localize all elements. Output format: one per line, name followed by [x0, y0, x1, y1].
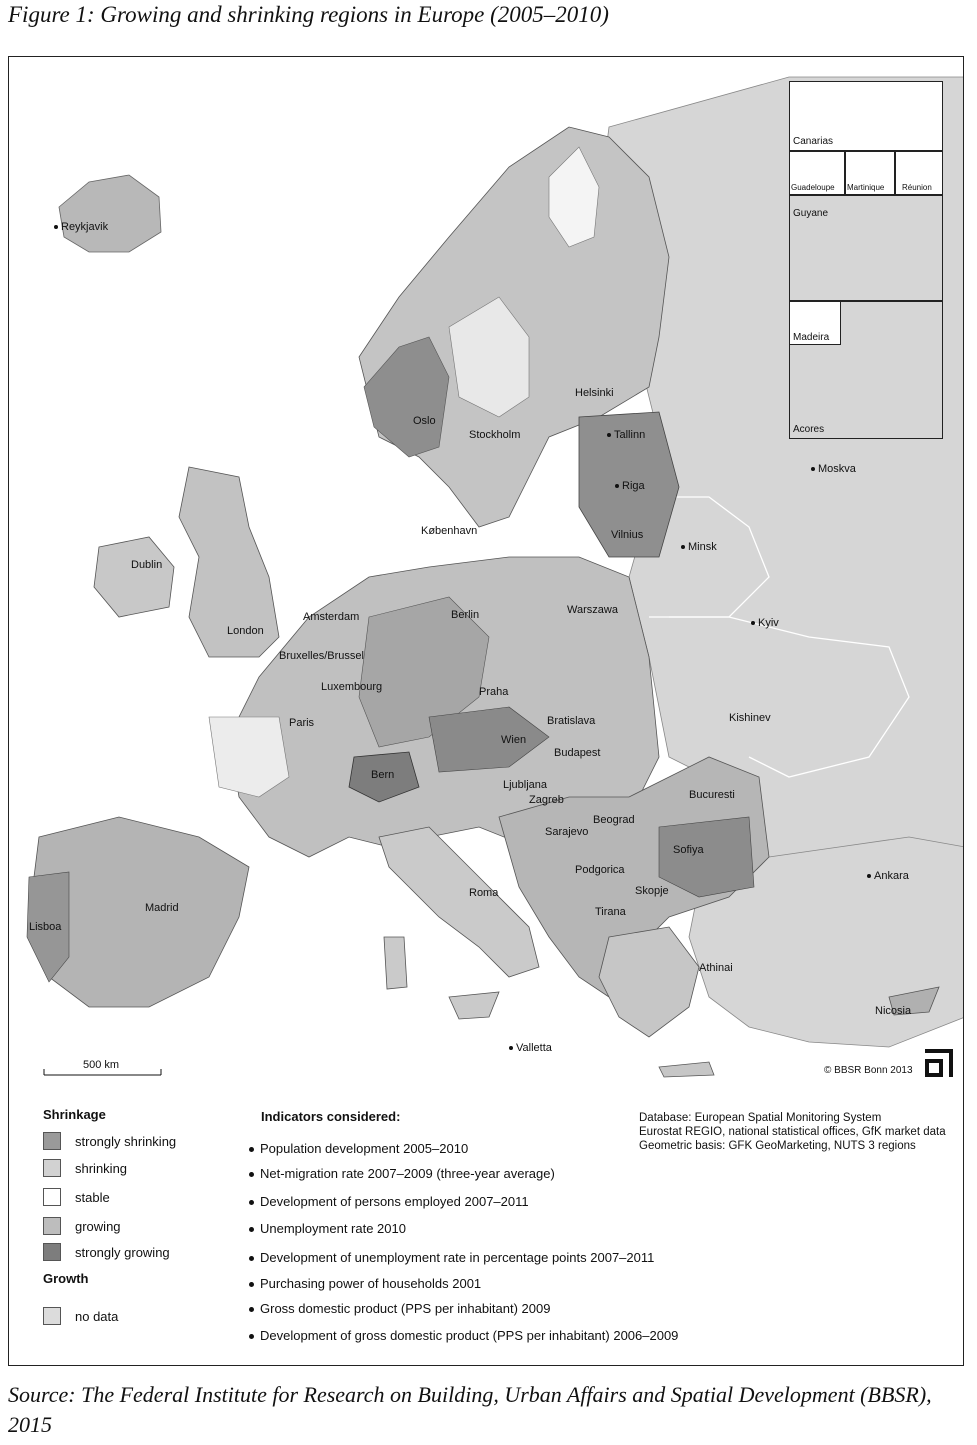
- city-dot: [751, 621, 755, 625]
- city-stockholm: [469, 429, 520, 441]
- legend-swatch: [43, 1243, 61, 1261]
- city-dublin: [131, 559, 162, 571]
- legend-label: shrinking: [75, 1160, 128, 1176]
- city-podgorica: [575, 864, 625, 876]
- city-label: Kishinev: [729, 712, 771, 724]
- indicator-item: [249, 1194, 529, 1209]
- map-frame: [8, 56, 964, 1366]
- city-label: Berlin: [451, 609, 480, 621]
- sardinia: [384, 937, 407, 989]
- indicator-label: Development of unemployment rate in percentage points 2007–2011: [260, 1250, 655, 1265]
- bullet: [249, 1172, 254, 1177]
- city-berlin: [451, 609, 479, 621]
- city-moskva: [811, 463, 856, 475]
- legend-swatch: [43, 1217, 61, 1235]
- legend-label: strongly growing: [75, 1244, 170, 1260]
- city-kyiv: [751, 617, 779, 629]
- copyright: © BBSR Bonn 2013: [824, 1065, 913, 1076]
- city-bratislava: [547, 715, 595, 727]
- bullet: [249, 1282, 254, 1287]
- legend-item-growing: [43, 1217, 121, 1235]
- legend-swatch: [43, 1159, 61, 1177]
- city-tallinn: [607, 429, 645, 441]
- inset-guyane: [789, 195, 943, 301]
- bullet: [249, 1200, 254, 1205]
- bullet: [249, 1227, 254, 1232]
- city-paris: [289, 717, 314, 729]
- city-label: Tallinn: [614, 429, 646, 441]
- indicator-label: Development of persons employed 2007–2011: [260, 1194, 529, 1209]
- bullet: [249, 1307, 254, 1312]
- legend-label: strongly shrinking: [75, 1133, 177, 1149]
- city-label: Ljubljana: [503, 779, 548, 791]
- city-label: Zagreb: [529, 794, 564, 806]
- indicator-label: Net-migration rate 2007–2009 (three-year average): [260, 1166, 555, 1181]
- city-label: Dublin: [131, 559, 163, 571]
- city-label: Athinai: [699, 962, 733, 974]
- city-vilnius: [611, 529, 643, 541]
- city-dot: [54, 225, 58, 229]
- city-label: Vilnius: [611, 529, 644, 541]
- city-label: Praha: [479, 686, 509, 698]
- city-kishinev: [729, 712, 771, 724]
- city-amsterdam: [303, 611, 359, 623]
- legend-item-strongly-shrinking: [43, 1132, 176, 1150]
- city-label: Madrid: [145, 902, 179, 914]
- legend-shrinkage-heading: Shrinkage: [43, 1107, 106, 1122]
- city-label: Minsk: [688, 541, 717, 553]
- bullet: [249, 1147, 254, 1152]
- city-bruxelles: [279, 650, 364, 662]
- inset-martinique: [845, 151, 895, 195]
- city-label: Wien: [501, 734, 527, 746]
- legend-label: stable: [75, 1189, 110, 1205]
- source-caption: Source: The Federal Institute for Research on Building, Urban Affairs and Spatial Development (BBSR), 2015: [8, 1382, 932, 1437]
- inset-label-canarias: Canarias: [793, 136, 834, 147]
- ireland: [94, 537, 174, 617]
- indicator-label: Gross domestic product (PPS per inhabitant) 2009: [260, 1301, 551, 1316]
- city-label: Amsterdam: [303, 611, 360, 623]
- bbsr-logo-icon: [925, 1049, 953, 1077]
- city-sarajevo: [545, 826, 588, 838]
- city-label: Warszawa: [567, 604, 618, 616]
- scale-label: 500 km: [83, 1059, 120, 1071]
- city-label: Lisboa: [29, 921, 62, 933]
- scale-line: [43, 1053, 165, 1083]
- city-lisboa: [29, 921, 61, 933]
- indicator-label: Development of gross domestic product (PPS per inhabitant) 2006–2009: [260, 1328, 679, 1343]
- legend-swatch: [43, 1132, 61, 1150]
- city-label: København: [421, 525, 478, 537]
- city-dot: [615, 484, 619, 488]
- city-beograd: [593, 814, 635, 826]
- indicator-item: [249, 1141, 468, 1156]
- indicator-label: Unemployment rate 2010: [260, 1221, 406, 1236]
- indicator-item: [249, 1166, 555, 1181]
- greece: [599, 927, 699, 1037]
- indicator-item: [249, 1276, 481, 1291]
- city-ankara: [867, 870, 909, 882]
- city-label: Skopje: [635, 885, 669, 897]
- city-label: London: [227, 625, 264, 637]
- city-label: Tirana: [595, 906, 626, 918]
- database-line: Geometric basis: GFK GeoMarketing, NUTS 3 regions: [639, 1140, 916, 1152]
- city-oslo: [413, 415, 436, 427]
- city-label: Nicosia: [875, 1005, 912, 1017]
- inset-canarias: [789, 81, 943, 151]
- city-label: Bratislava: [547, 715, 596, 727]
- bullet: [249, 1256, 254, 1261]
- city-helsinki: [575, 387, 614, 399]
- inset-label-guadeloupe: Guadeloupe: [791, 183, 835, 192]
- indicator-item: [249, 1328, 678, 1343]
- database-line: Database: European Spatial Monitoring System: [639, 1112, 882, 1124]
- legend-item-strongly-growing: [43, 1243, 170, 1261]
- city-dot: [509, 1046, 513, 1050]
- legend-swatch: [43, 1188, 61, 1206]
- city-bucuresti: [689, 789, 735, 801]
- city-valletta: [509, 1042, 552, 1054]
- indicator-label: Population development 2005–2010: [260, 1141, 469, 1156]
- city-label: Stockholm: [469, 429, 521, 441]
- city-dot: [681, 545, 685, 549]
- inset-label-reunion: Réunion: [902, 183, 932, 192]
- iceland: [59, 175, 161, 252]
- city-label: Podgorica: [575, 864, 625, 876]
- city-zagreb: [529, 794, 564, 806]
- city-kobenhavn: [421, 525, 477, 537]
- database-line: Eurostat REGIO, national statistical offices, GfK market data: [639, 1126, 946, 1138]
- city-label: Reykjavik: [61, 221, 109, 233]
- crete: [659, 1062, 714, 1077]
- indicator-item: [249, 1221, 406, 1236]
- city-bern: [371, 769, 394, 781]
- city-madrid: [145, 902, 179, 914]
- city-dot: [867, 874, 871, 878]
- city-athinai: [699, 962, 733, 974]
- city-luxembourg: [321, 681, 382, 693]
- inset-label-acores: Acores: [793, 424, 825, 435]
- indicators-heading: Indicators considered:: [261, 1109, 401, 1124]
- france-light: [209, 717, 289, 797]
- bullet: [249, 1334, 254, 1339]
- city-dot: [811, 467, 815, 471]
- city-label: Ankara: [874, 870, 909, 882]
- city-skopje: [635, 885, 669, 897]
- city-sofiya: [673, 844, 704, 856]
- city-london: [227, 625, 264, 637]
- inset-label-guyane: Guyane: [793, 208, 829, 219]
- figure-title: Figure 1: Growing and shrinking regions in Europe (2005–2010): [8, 2, 609, 27]
- city-riga: [615, 480, 645, 492]
- city-warszawa: [567, 604, 618, 616]
- legend-growth-heading: Growth: [43, 1271, 89, 1286]
- city-roma: [469, 887, 498, 899]
- city-label: Bern: [371, 769, 395, 781]
- inset-label-martinique: Martinique: [847, 183, 885, 192]
- city-ljubljana: [503, 779, 547, 791]
- legend-swatch: [43, 1307, 61, 1325]
- city-tirana: [595, 906, 626, 918]
- inset-acores: [789, 301, 943, 439]
- city-label: Sarajevo: [545, 826, 589, 838]
- legend-label: growing: [75, 1218, 121, 1234]
- inset-label-madeira: Madeira: [793, 332, 830, 343]
- city-label: Bruxelles/Brussel: [279, 650, 364, 662]
- inset-guadeloupe: [789, 151, 845, 195]
- indicator-label: Purchasing power of households 2001: [260, 1276, 482, 1291]
- city-label: Riga: [622, 480, 645, 492]
- legend-item-stable: [43, 1188, 110, 1206]
- city-dot: [607, 433, 611, 437]
- city-nicosia: [875, 1005, 911, 1017]
- legend-item-no-data: [43, 1307, 118, 1325]
- city-label: Oslo: [413, 415, 436, 427]
- city-label: Luxembourg: [321, 681, 383, 693]
- city-label: Beograd: [593, 814, 635, 826]
- inset-reunion: [895, 151, 943, 195]
- legend-label: no data: [75, 1308, 119, 1324]
- indicator-item: [249, 1301, 550, 1316]
- city-label: Roma: [469, 887, 499, 899]
- city-label: Budapest: [554, 747, 601, 759]
- city-minsk: [681, 541, 717, 553]
- indicator-item: [249, 1250, 654, 1265]
- city-label: Bucuresti: [689, 789, 735, 801]
- city-label: Sofiya: [673, 844, 704, 856]
- city-label: Valletta: [516, 1042, 552, 1054]
- legend-item-shrinking: [43, 1159, 127, 1177]
- city-wien: [501, 734, 526, 746]
- city-budapest: [554, 747, 600, 759]
- city-label: Kyiv: [758, 617, 779, 629]
- city-label: Paris: [289, 717, 315, 729]
- city-label: Moskva: [818, 463, 856, 475]
- sicily: [449, 992, 499, 1019]
- city-reykjavik: [54, 221, 108, 233]
- city-label: Helsinki: [575, 387, 614, 399]
- city-praha: [479, 686, 508, 698]
